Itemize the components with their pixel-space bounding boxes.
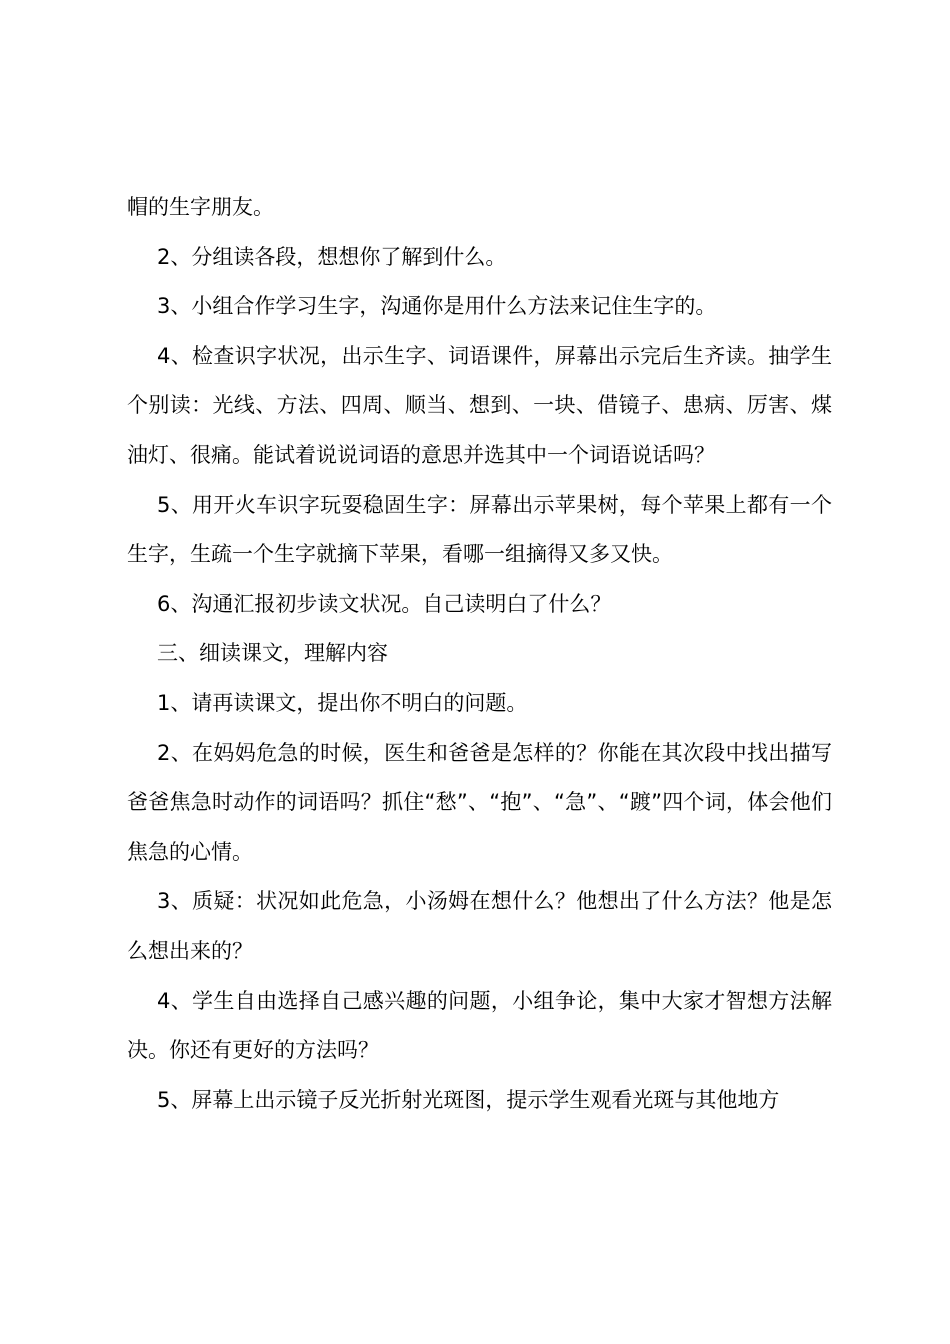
paragraph-step-6: 6、沟通汇报初步读文状况。自己读明白了什么？	[157, 591, 612, 616]
paragraph-reading-1: 1、请再读课文，提出你不明白的问题。	[157, 690, 528, 715]
paragraph-reading-3: 3、质疑：状况如此危急，小汤姆在想什么？他想出了什么方法？他是怎么想出来的？	[127, 889, 832, 963]
paragraph-step-3: 3、小组合作学习生字，沟通你是用什么方法来记住生字的。	[157, 294, 717, 319]
paragraph-step-2: 2、分组读各段，想想你了解到什么。	[157, 244, 507, 269]
paragraph-reading-2: 2、在妈妈危急的时候，医生和爸爸是怎样的？你能在其次段中找出描写爸爸焦急时动作的词语吗？抓住“愁”、“抱”、“急”、“踱”四个词，体会他们焦急的心情。	[127, 740, 832, 864]
section-heading: 三、细读课文，理解内容	[157, 641, 388, 666]
paragraph-continuation: 帽的生字朋友。	[127, 195, 274, 219]
paragraph-reading-4: 4、学生自由选择自己感兴趣的问题，小组争论，集中大家才智想方法解决。你还有更好的方法吗？	[127, 988, 832, 1063]
paragraph-step-4: 4、检查识字状况，出示生字、词语课件，屏幕出示完后生齐读。抽学生个别读：光线、方法、四周、顺当、想到、一块、借镜子、患病、厉害、煤油灯、很痛。能试着说说词语的意思并选其中一个词语说话吗？	[127, 343, 832, 467]
paragraph-step-5: 5、用开火车识字玩耍稳固生字：屏幕出示苹果树，每个苹果上都有一个生字，生疏一个生字就摘下苹果，看哪一组摘得又多又快。	[127, 492, 832, 567]
paragraph-reading-5: 5、屏幕上出示镜子反光折射光斑图，提示学生观看光斑与其他地方	[157, 1087, 780, 1112]
document-body	[127, 183, 832, 1125]
